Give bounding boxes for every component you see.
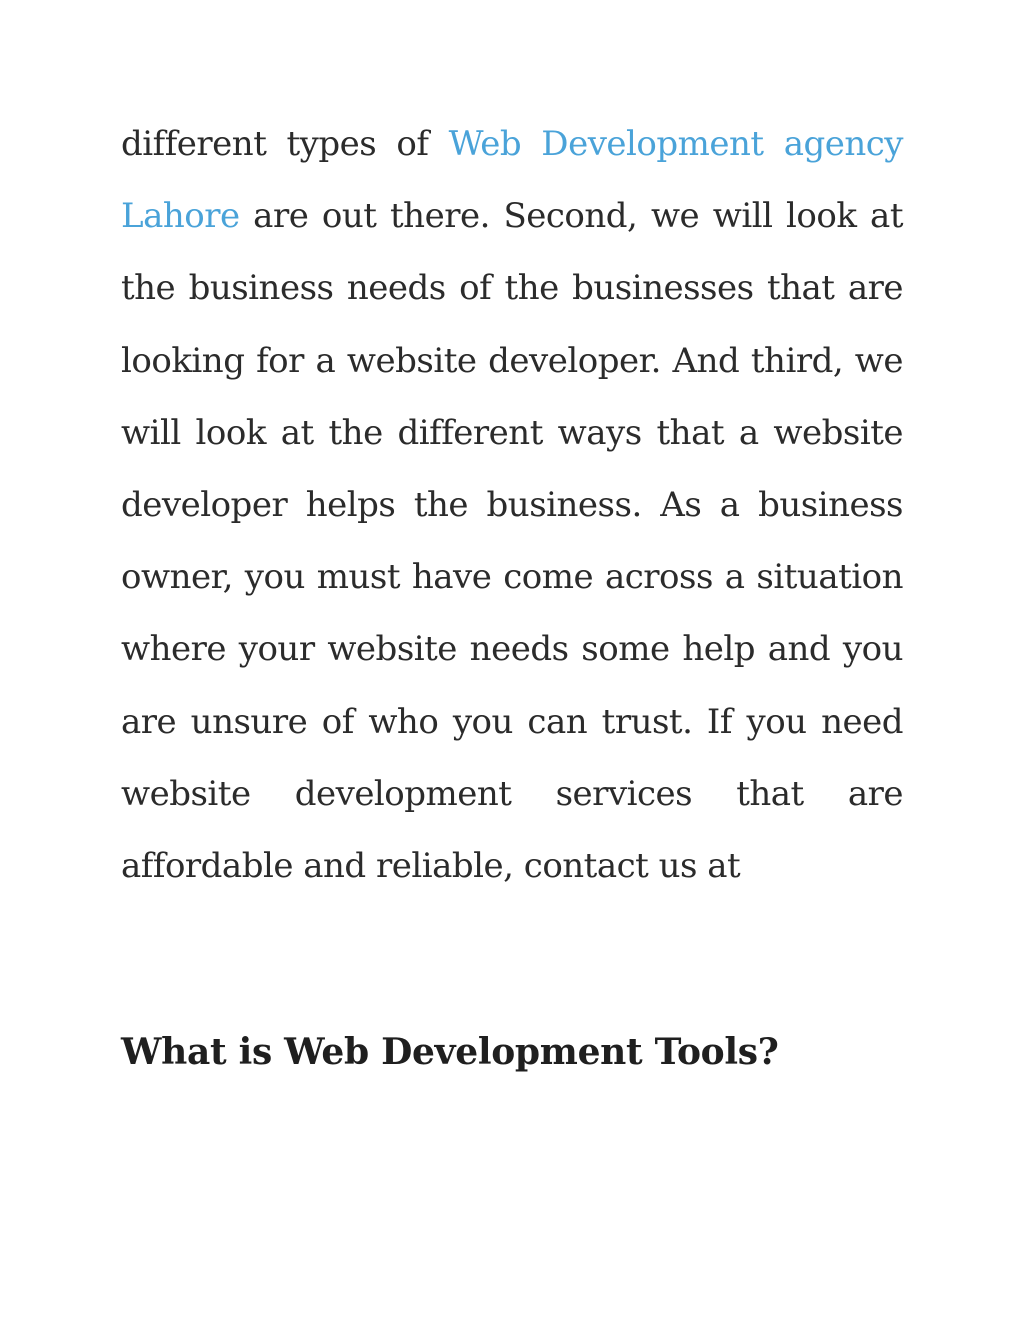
body-paragraph	[121, 108, 903, 902]
web-development-agency-link[interactable]: Web Development agency Lahore	[121, 124, 904, 237]
paragraph-text-rest: are out there. Second, we will look at the business needs of the businesses that are looking for a website developer. And third, we will look at the different ways that a website developer helps the business. As a business owner, you must have come across a situation where your website needs some help and you are unsure of who you can trust. If you need website development services that are affordable and reliable, contact us at	[121, 196, 903, 887]
section-heading: What is Web Development Tools?	[121, 1031, 779, 1073]
paragraph-text-start: different types of	[121, 124, 449, 164]
